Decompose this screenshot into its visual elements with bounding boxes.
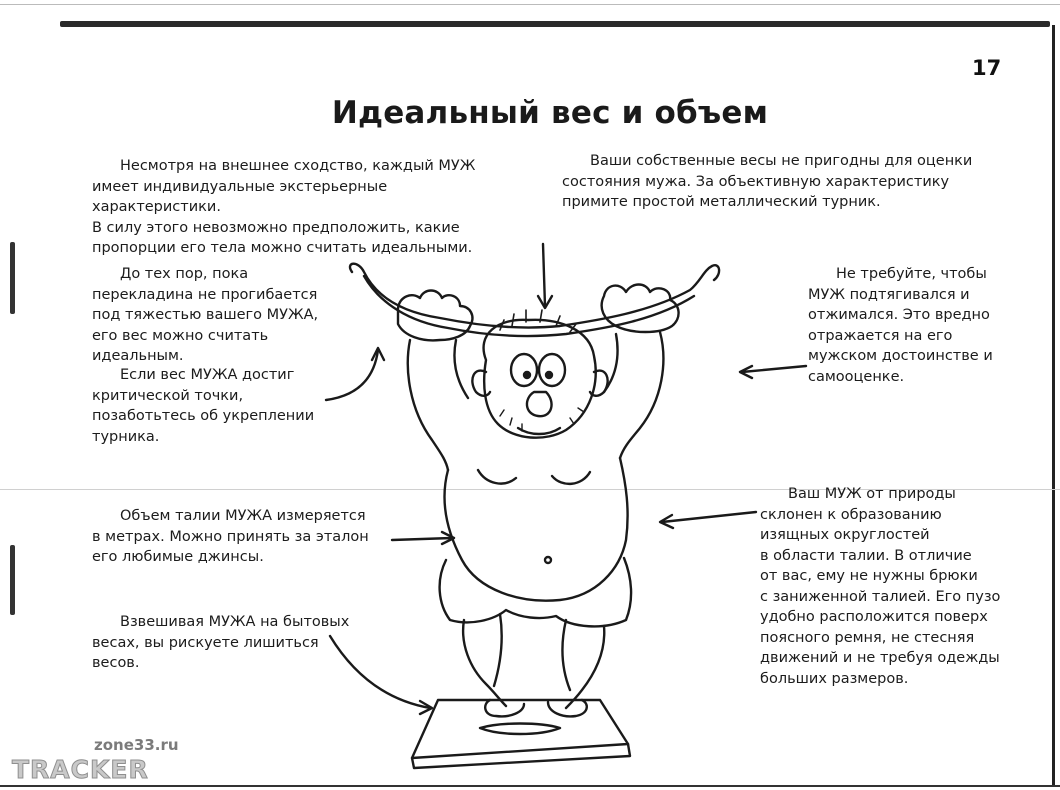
paragraph-intro: Несмотря на внешнее сходство, каждый МУЖ имеет индивидуальные экстерьерные характеристики. В силу этого невозможно предположить, какие пропорции его тела можно считать идеальными. — [92, 158, 476, 256]
paragraph-scales: Ваши собственные весы не пригодны для оценки состояния мужа. За объективную характеристику примите простой металлический турник. — [562, 153, 973, 210]
paragraph-pullups: Не требуйте, чтобы МУЖ подтягивался и отжимался. Это вредно отражается на его мужском достоинстве и самооценке. — [808, 266, 993, 385]
paragraph-weighing: Взвешивая МУЖА на бытовых весах, вы рискуете лишиться весов. — [92, 614, 350, 671]
paragraph-bar: До тех пор, пока перекладина не прогибается под тяжестью вашего МУЖА, его вес можно считать идеальным. — [92, 266, 319, 364]
nose — [527, 392, 552, 416]
arrow-to-belly-text — [662, 512, 756, 522]
bathroom-scale — [412, 700, 628, 758]
paragraph-waist: Объем талии МУЖА измеряется в метрах. Можно принять за эталон его любимые джинсы. — [92, 508, 369, 565]
head — [484, 320, 596, 438]
arrow-to-waist-text — [392, 538, 452, 540]
left-arm — [408, 340, 448, 470]
right-hand — [602, 285, 679, 333]
watermark-site: zone33.ru — [94, 736, 179, 754]
page-title: Идеальный вес и объем — [331, 95, 769, 131]
torso — [444, 458, 627, 601]
page-number: 17 — [972, 56, 1002, 80]
right-arm — [620, 332, 663, 458]
arrow-from-bar-text — [326, 350, 378, 400]
paragraph-critical: Если вес МУЖА достиг критической точки, позаботьтесь об укреплении турника. — [92, 367, 315, 445]
arrow-to-bar — [543, 244, 545, 306]
right-leg — [566, 626, 604, 708]
watermark-brand: TRACKER — [12, 755, 149, 784]
paragraph-belly: Ваш МУЖ от природы склонен к образованию изящных округлостей в области талии. В отличие от вас, ему не нужны брюки с заниженной талией. Его пузо удобно расположится поверх поясного ремня, не стесняя движений и не требуя одежды больших размеров. — [760, 486, 1001, 687]
